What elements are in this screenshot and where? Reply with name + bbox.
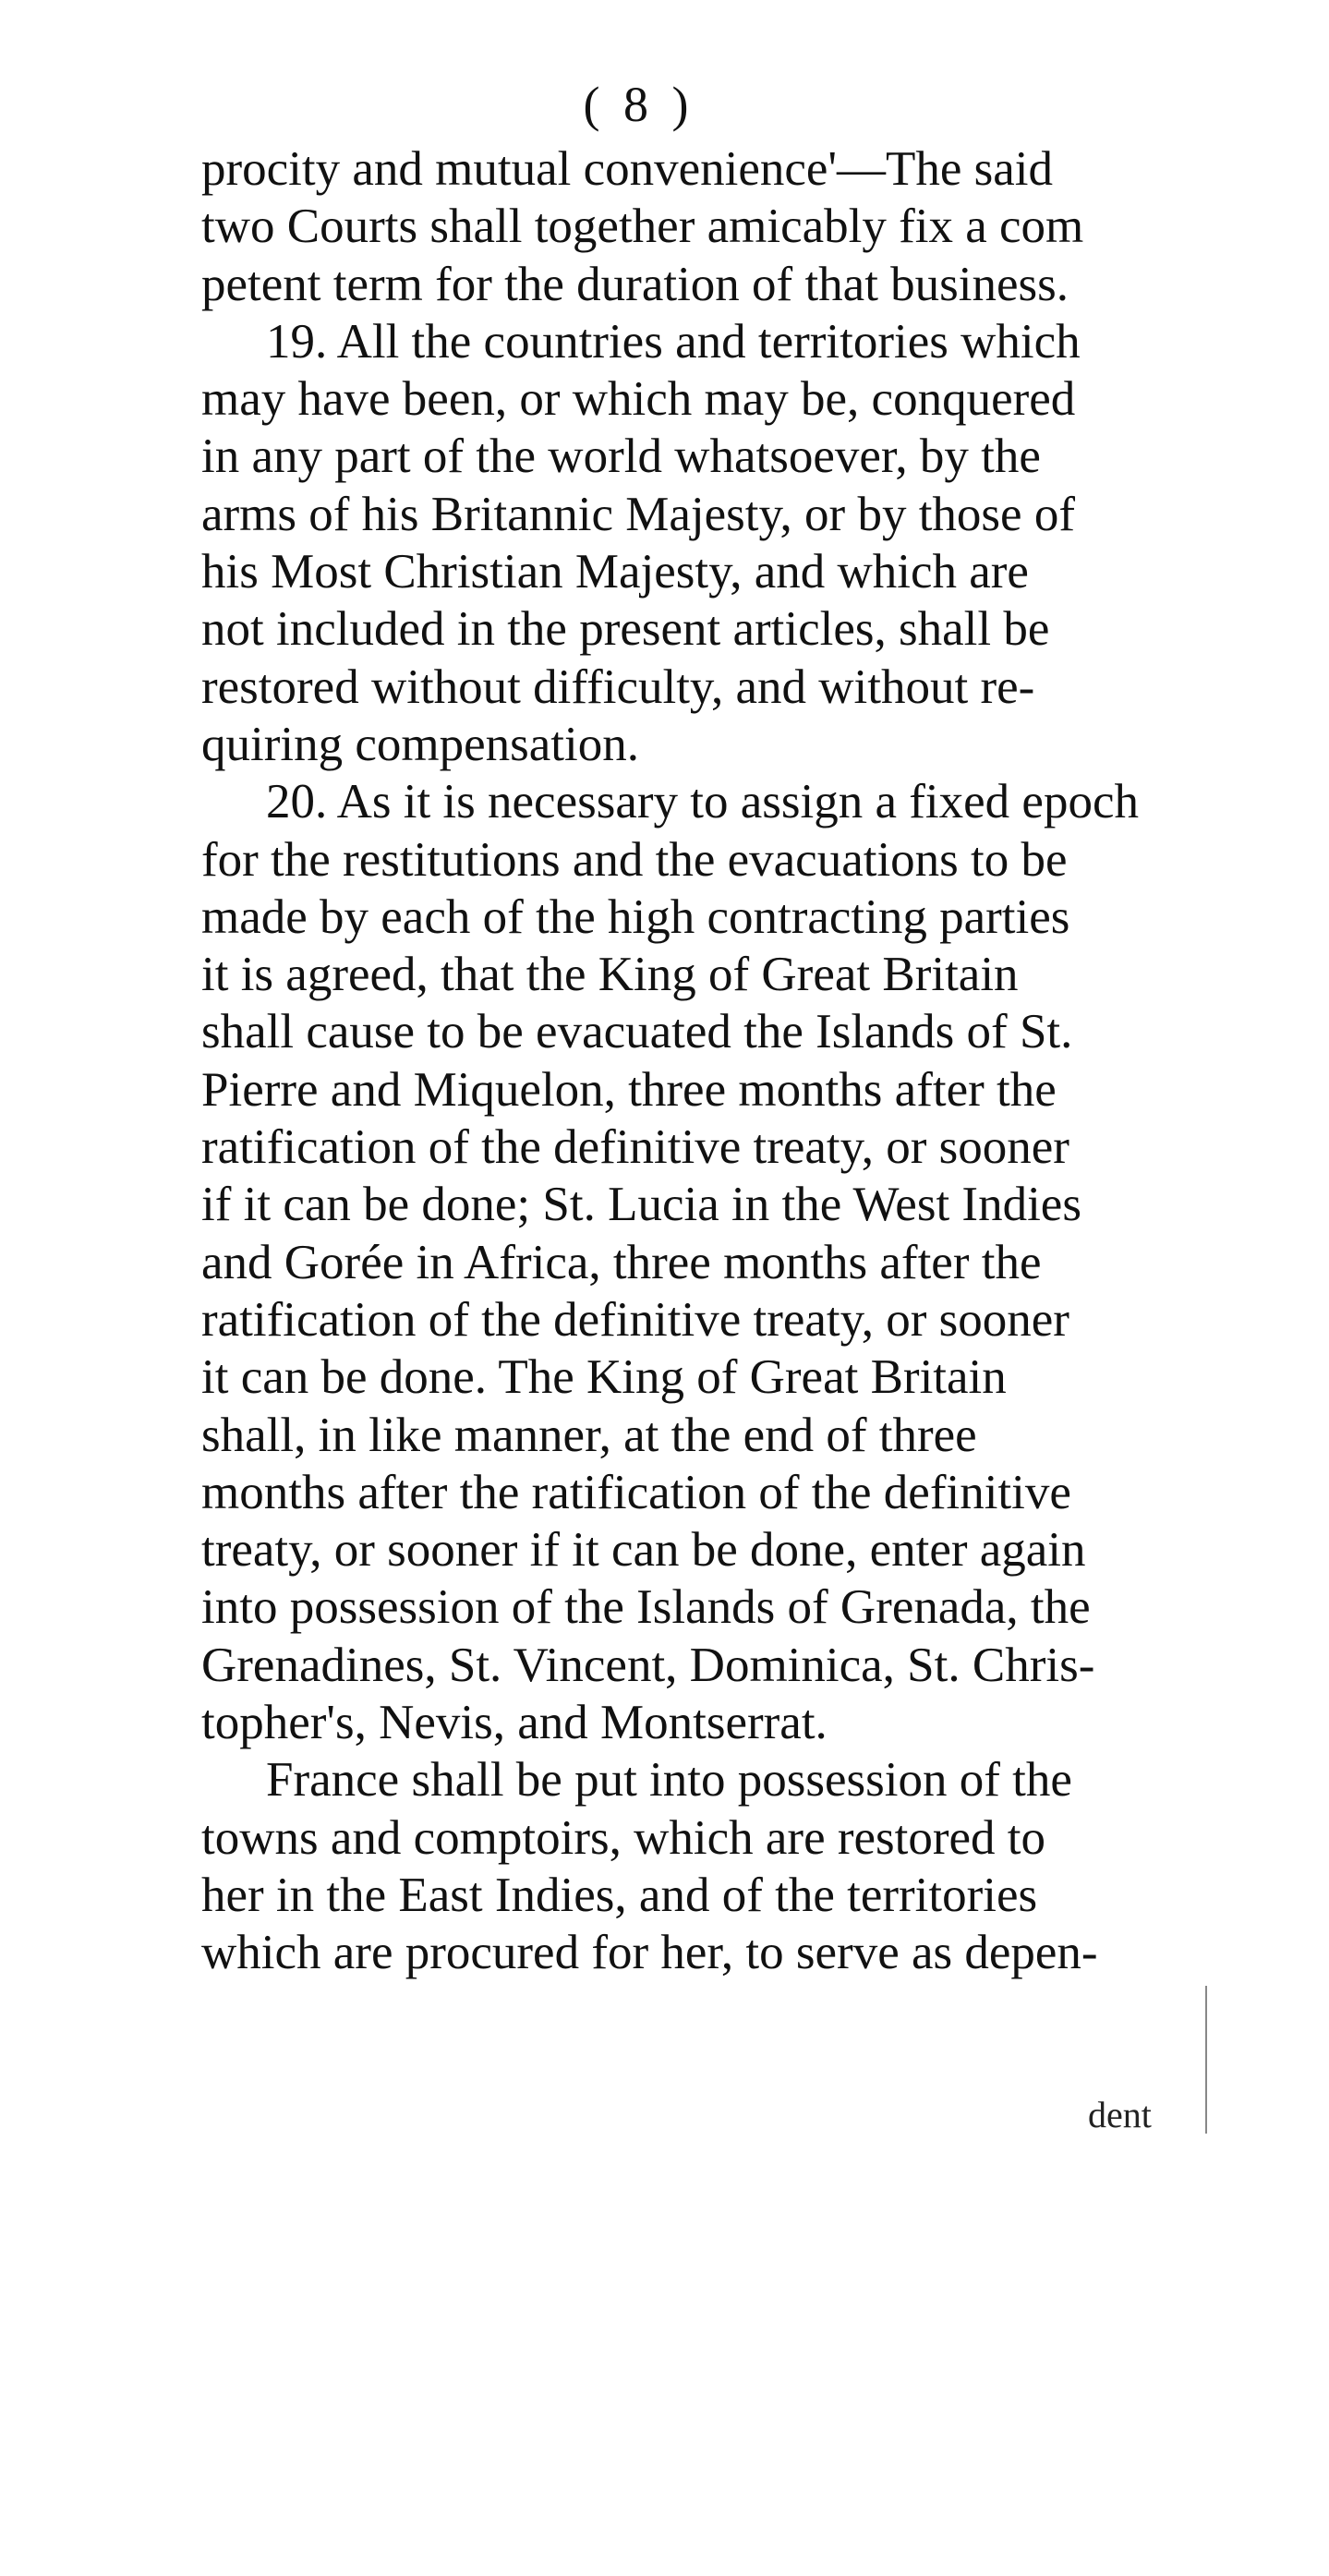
text-line: towns and comptoirs, which are restored to bbox=[201, 1810, 1046, 1865]
article-19-start: 19. All the countries and territories which bbox=[266, 314, 1081, 369]
text-line: into possession of the Islands of Grenada, the bbox=[201, 1580, 1091, 1635]
text-line: shall cause to be evacuated the Islands of St. bbox=[201, 1005, 1073, 1059]
text-line: which are procured for her, to serve as depen- bbox=[201, 1926, 1098, 1980]
text-line: restored without difficulty, and without re- bbox=[201, 659, 1035, 714]
text-line: Grenadines, St. Vincent, Dominica, St. Chris- bbox=[201, 1638, 1095, 1692]
paragraph-france-start: France shall be put into possession of the bbox=[266, 1753, 1072, 1808]
text-line: ratification of the definitive treaty, or sooner bbox=[201, 1120, 1069, 1175]
text-line: it is agreed, that the King of Great Britain bbox=[201, 948, 1019, 1002]
text-line: in any part of the world whatsoever, by the bbox=[201, 429, 1041, 484]
page-edge-shadow bbox=[1205, 1986, 1207, 2134]
text-line: arms of his Britannic Majesty, or by those of bbox=[201, 487, 1075, 541]
text-line: her in the East Indies, and of the territories bbox=[201, 1868, 1038, 1922]
body-text bbox=[201, 140, 1245, 1982]
text-line: it can be done. The King of Great Britain bbox=[201, 1350, 1007, 1405]
article-20-start: 20. As it is necessary to assign a fixed epoch bbox=[266, 775, 1139, 829]
catchword: dent bbox=[1088, 2094, 1152, 2135]
text-line: procity and mutual convenience'—The said bbox=[201, 142, 1054, 196]
text-line: quiring compensation. bbox=[201, 717, 639, 771]
text-line: Pierre and Miquelon, three months after the bbox=[201, 1062, 1057, 1117]
text-line: treaty, or sooner if it can be done, enter again bbox=[201, 1523, 1086, 1578]
text-line: months after the ratification of the definitive bbox=[201, 1465, 1071, 1519]
text-line: made by each of the high contracting parties bbox=[201, 889, 1070, 944]
text-line: ratification of the definitive treaty, or sooner bbox=[201, 1292, 1069, 1347]
text-line: topher's, Nevis, and Montserrat. bbox=[201, 1696, 828, 1750]
text-line: if it can be done; St. Lucia in the West Indies bbox=[201, 1178, 1081, 1232]
text-line: and Gorée in Africa, three months after the bbox=[201, 1235, 1042, 1289]
text-line: his Most Christian Majesty, and which are bbox=[201, 545, 1029, 599]
page-number: ( 8 ) bbox=[583, 77, 695, 132]
text-line: two Courts shall together amicably fix a com bbox=[201, 200, 1084, 254]
text-line: for the restitutions and the evacuations to be bbox=[201, 832, 1068, 887]
text-line: not included in the present articles, shall be bbox=[201, 602, 1050, 657]
text-line: may have been, or which may be, conquered bbox=[201, 372, 1076, 427]
text-line: shall, in like manner, at the end of three bbox=[201, 1408, 977, 1462]
text-line: petent term for the duration of that business. bbox=[201, 257, 1069, 311]
